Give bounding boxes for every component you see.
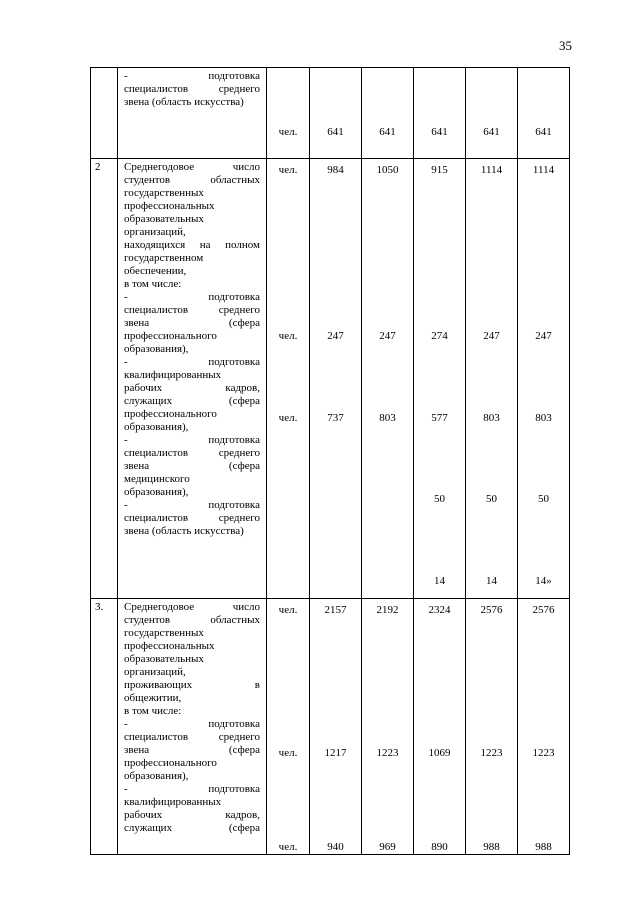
value: 274 <box>431 330 448 342</box>
description-line: студентов областных <box>124 174 260 186</box>
description-line: медицинского <box>124 473 190 485</box>
description-line: в том числе: <box>124 278 182 290</box>
description-line: студентов областных <box>124 614 260 626</box>
page-number: 35 <box>559 38 572 53</box>
value: 890 <box>431 841 448 853</box>
row-number: 3. <box>95 601 104 613</box>
row-number-cell <box>91 599 118 855</box>
value: 1069 <box>428 747 451 759</box>
value: 641 <box>379 126 396 138</box>
description-line: профессиональных <box>124 640 215 652</box>
value: 1223 <box>532 747 555 759</box>
value: 1114 <box>532 164 555 176</box>
value-cell <box>518 68 570 159</box>
description-line: - подготовка <box>124 783 260 795</box>
description-line: специалистов среднего <box>124 304 260 316</box>
value: 641 <box>327 126 344 138</box>
unit-cell <box>267 599 310 855</box>
description-line: рабочих кадров, <box>124 809 260 821</box>
value: 803 <box>379 412 396 424</box>
description-line: квалифицированных <box>124 796 222 808</box>
row-number: 2 <box>95 161 101 173</box>
description-line: - подготовка <box>124 291 260 303</box>
value-cell <box>362 159 414 599</box>
indicator-table <box>90 67 570 855</box>
unit-cell <box>267 159 310 599</box>
description-line: образования), <box>124 486 189 498</box>
description-line: образования), <box>124 421 189 433</box>
value-cell <box>414 159 466 599</box>
unit-label: чел. <box>278 126 298 138</box>
row-number-cell <box>91 159 118 599</box>
description-line: рабочих кадров, <box>124 382 260 394</box>
value-cell <box>362 68 414 159</box>
description-line: профессиональных <box>124 200 215 212</box>
description-line: находящихся на полном <box>124 239 260 251</box>
value: 2576 <box>532 604 555 616</box>
value: 247 <box>535 330 552 342</box>
value: 988 <box>483 841 500 853</box>
value: 2324 <box>428 604 451 616</box>
value: 1223 <box>376 747 399 759</box>
value: 641 <box>431 126 448 138</box>
description-line: - подготовка <box>124 70 260 82</box>
unit-label: чел. <box>278 747 298 759</box>
description-line: образования), <box>124 343 189 355</box>
value: 641 <box>483 126 500 138</box>
value: 969 <box>379 841 396 853</box>
value: 2192 <box>376 604 399 616</box>
description-line: образования), <box>124 770 189 782</box>
value: 50 <box>486 493 497 505</box>
description-line: общежитии, <box>124 692 182 704</box>
table-row <box>91 159 570 599</box>
value-cell <box>466 68 518 159</box>
description-line: Среднегодовое число <box>124 601 260 613</box>
value-cell <box>310 159 362 599</box>
description-line: звена (сфера <box>124 460 260 472</box>
description-line: профессионального <box>124 330 217 342</box>
value: 1050 <box>376 164 399 176</box>
description-line: - подготовка <box>124 718 260 730</box>
value-cell <box>518 159 570 599</box>
value: 14» <box>535 575 552 587</box>
description-line: - подготовка <box>124 434 260 446</box>
value-cell <box>518 599 570 855</box>
description-line: в том числе: <box>124 705 182 717</box>
value-cell <box>310 68 362 159</box>
description-line: профессионального <box>124 757 217 769</box>
table-row <box>91 599 570 855</box>
unit-label: чел. <box>278 330 298 342</box>
value: 940 <box>327 841 344 853</box>
unit-label: чел. <box>278 604 298 616</box>
description-line: образовательных <box>124 213 204 225</box>
value: 803 <box>535 412 552 424</box>
value-cell <box>414 68 466 159</box>
description-line: специалистов среднего <box>124 512 260 524</box>
description-line: - подготовка <box>124 356 260 368</box>
value-cell <box>362 599 414 855</box>
description-line: организаций, <box>124 226 186 238</box>
table-row <box>91 68 570 159</box>
value: 247 <box>379 330 396 342</box>
description-line: квалифицированных <box>124 369 222 381</box>
value: 14 <box>486 575 497 587</box>
value: 641 <box>535 126 552 138</box>
description-line: звена (область искусства) <box>124 525 244 537</box>
value: 14 <box>434 575 445 587</box>
value: 577 <box>431 412 448 424</box>
description-line: звена (область искусства) <box>124 96 244 108</box>
value: 1217 <box>324 747 347 759</box>
value: 2576 <box>480 604 503 616</box>
value: 1223 <box>480 747 503 759</box>
value: 915 <box>431 164 448 176</box>
description-line: проживающих в <box>124 679 260 691</box>
description-line: специалистов среднего <box>124 83 260 95</box>
description-line: государственном <box>124 252 204 264</box>
description-line: государственных <box>124 627 204 639</box>
value: 50 <box>538 493 549 505</box>
value: 1114 <box>480 164 503 176</box>
value-cell <box>414 599 466 855</box>
description-line: Среднегодовое число <box>124 161 260 173</box>
value: 247 <box>327 330 344 342</box>
value-cell <box>310 599 362 855</box>
unit-label: чел. <box>278 841 298 853</box>
value: 2157 <box>324 604 347 616</box>
description-line: звена (сфера <box>124 317 260 329</box>
description-line: специалистов среднего <box>124 731 260 743</box>
description-line: служащих (сфера <box>124 395 260 407</box>
description-line: организаций, <box>124 666 186 678</box>
indicator-description-cell <box>118 159 267 599</box>
value: 984 <box>327 164 344 176</box>
description-line: звена (сфера <box>124 744 260 756</box>
value: 247 <box>483 330 500 342</box>
indicator-description-cell <box>118 599 267 855</box>
value-cell <box>466 599 518 855</box>
description-line: специалистов среднего <box>124 447 260 459</box>
unit-label: чел. <box>278 164 298 176</box>
description-line: профессионального <box>124 408 217 420</box>
indicator-description-cell <box>118 68 267 159</box>
value: 50 <box>434 493 445 505</box>
value-cell <box>466 159 518 599</box>
description-line: образовательных <box>124 653 204 665</box>
value: 988 <box>535 841 552 853</box>
value: 803 <box>483 412 500 424</box>
unit-label: чел. <box>278 412 298 424</box>
unit-cell <box>267 68 310 159</box>
description-line: государственных <box>124 187 204 199</box>
row-number-cell <box>91 68 118 159</box>
description-line: служащих (сфера <box>124 822 260 834</box>
value: 737 <box>327 412 344 424</box>
description-line: - подготовка <box>124 499 260 511</box>
description-line: обеспечении, <box>124 265 187 277</box>
